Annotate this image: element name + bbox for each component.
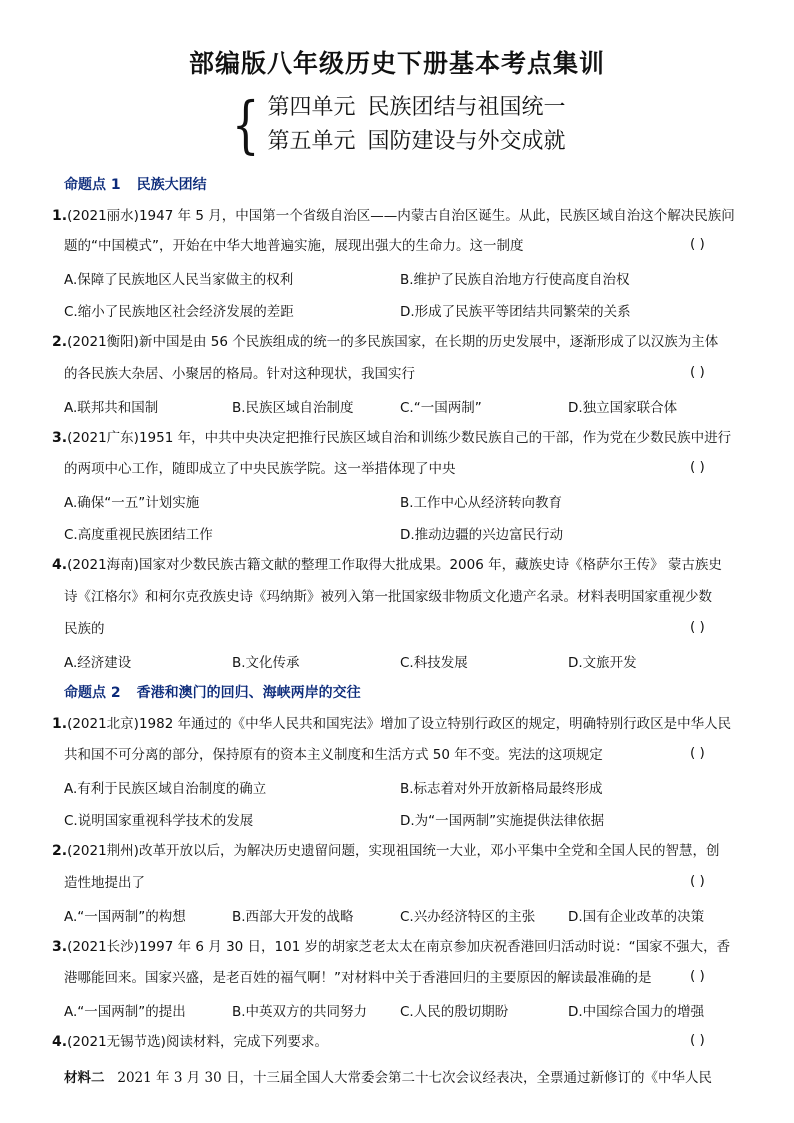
answer-blank[interactable]: ( ) — [690, 459, 705, 475]
option-a[interactable]: A.“一国两制”的构想 — [64, 909, 186, 925]
option-a[interactable]: A.保障了民族地区人民当家做主的权利 — [64, 272, 294, 288]
unit-five-name: 第五单元 — [267, 129, 356, 154]
question-number: 2. — [52, 843, 68, 859]
section-heading-1 — [64, 174, 207, 194]
option-b[interactable]: B.西部大开发的战略 — [232, 909, 354, 925]
s1-q2-line-2: 的各民族大杂居、小聚居的格局。针对这种现状，我国实行 — [64, 366, 415, 382]
s2-q2-line-2: 造性地提出了 — [64, 875, 145, 891]
option-b[interactable]: B.民族区域自治制度 — [232, 400, 354, 416]
option-c[interactable]: C.缩小了民族地区社会经济发展的差距 — [64, 304, 294, 320]
unit-four-topic: 民族团结与祖国统一 — [367, 95, 566, 120]
answer-blank[interactable]: ( ) — [690, 873, 705, 889]
s1-q3-line-1 — [52, 428, 731, 448]
question-text: (2021荆州)改革开放以后，为解决历史遗留问题，实现祖国统一大业，邓小平集中全党和全国人民的智慧，创 — [67, 843, 720, 859]
option-d[interactable]: D.形成了民族平等团结共同繁荣的关系 — [400, 304, 631, 320]
answer-blank[interactable]: ( ) — [690, 1032, 705, 1048]
option-d[interactable]: D.国有企业改革的决策 — [568, 909, 705, 925]
option-a[interactable]: A.有利于民族区域自治制度的确立 — [64, 781, 267, 797]
option-d[interactable]: D.独立国家联合体 — [568, 400, 678, 416]
answer-blank[interactable]: ( ) — [690, 745, 705, 761]
s1-q2-line-1 — [52, 332, 718, 352]
section-heading-2 — [64, 682, 361, 702]
option-c[interactable]: C.高度重视民族团结工作 — [64, 527, 213, 543]
section-1-label: 命题点 1 — [64, 177, 121, 193]
option-c[interactable]: C.说明国家重视科学技术的发展 — [64, 813, 254, 829]
option-b[interactable]: B.维护了民族自治地方行使高度自治权 — [400, 272, 630, 288]
option-c[interactable]: C.科技发展 — [400, 655, 468, 671]
material-label: 材料二 — [64, 1070, 105, 1086]
option-d[interactable]: D.推动边疆的兴边富民行动 — [400, 527, 564, 543]
s2-q2-line-1 — [52, 841, 719, 861]
page-title: 部编版八年级历史下册基本考点集训 — [188, 49, 605, 78]
unit-five-line — [267, 125, 565, 159]
s1-q4-line-1 — [52, 555, 722, 575]
unit-four-line — [267, 91, 565, 125]
option-c[interactable]: C.兴办经济特区的主张 — [400, 909, 536, 925]
s1-q4-line-2: 诗《江格尔》和柯尔克孜族史诗《玛纳斯》被列入第一批国家级非物质文化遗产名录。材料表明国家重视少数 — [64, 589, 712, 605]
s1-q1-line-2: 题的“中国模式”，开始在中华大地普遍实施，展现出强大的生命力。这一制度 — [64, 238, 524, 254]
question-text: (2021长沙)1997 年 6 月 30 日，101 岁的胡家芝老太太在南京参加庆祝香港回归活动时说：“国家不强大，香 — [67, 939, 731, 955]
option-d[interactable]: D.中国综合国力的增强 — [568, 1004, 705, 1020]
answer-blank[interactable]: ( ) — [690, 968, 705, 984]
option-b[interactable]: B.标志着对外开放新格局最终形成 — [400, 781, 603, 797]
s1-q3-line-2: 的两项中心工作，随即成立了中央民族学院。这一举措体现了中央 — [64, 461, 456, 477]
question-text: (2021海南)国家对少数民族古籍文献的整理工作取得大批成果。2006 年，藏族史诗《格萨尔王传》 蒙古族史 — [67, 557, 722, 573]
question-text: (2021丽水)1947 年 5 月，中国第一个省级自治区——内蒙古自治区诞生。从此，民族区域自治这个解决民族问 — [67, 208, 735, 224]
material-text: 2021 年 3 月 30 日，十三届全国人大常委会第二十七次会议经表决，全票通过新修订的《中华人民 — [117, 1070, 712, 1086]
unit-four-name: 第四单元 — [267, 95, 356, 120]
question-number: 1. — [52, 716, 68, 732]
s2-q1-line-1 — [52, 714, 731, 734]
question-number: 1. — [52, 208, 68, 224]
section-2-label: 命题点 2 — [64, 685, 121, 701]
section-2-topic: 香港和澳门的回归、海峡两岸的交往 — [136, 685, 361, 701]
s2-q4-line-1 — [52, 1032, 328, 1052]
question-number: 4. — [52, 557, 68, 573]
option-c[interactable]: C.人民的殷切期盼 — [400, 1004, 509, 1020]
s2-q3-line-1 — [52, 937, 730, 957]
option-a[interactable]: A.“一国两制”的提出 — [64, 1004, 186, 1020]
unit-five-topic: 国防建设与外交成就 — [367, 129, 566, 154]
question-text: (2021广东)1951 年，中共中央决定把推行民族区域自治和训练少数民族自己的干部，作为党在少数民族中进行 — [67, 430, 732, 446]
option-c[interactable]: C.“一国两制” — [400, 400, 482, 416]
option-b[interactable]: B.文化传承 — [232, 655, 300, 671]
question-text: (2021无锡节选)阅读材料，完成下列要求。 — [67, 1034, 328, 1050]
s1-q4-line-3: 民族的 — [64, 621, 105, 637]
option-a[interactable]: A.联邦共和国制 — [64, 400, 159, 416]
s1-q1-line-1 — [52, 206, 735, 226]
option-a[interactable]: A.经济建设 — [64, 655, 132, 671]
brace-glyph: { — [231, 88, 260, 161]
s2-q3-line-2: 港哪能回来。国家兴盛，是老百姓的福气啊！”对材料中关于香港回归的主要原因的解读最准确的是 — [64, 970, 652, 986]
section-1-topic: 民族大团结 — [136, 177, 207, 193]
option-b[interactable]: B.中英双方的共同努力 — [232, 1004, 368, 1020]
answer-blank[interactable]: ( ) — [690, 236, 705, 252]
question-number: 4. — [52, 1034, 68, 1050]
question-text: (2021北京)1982 年通过的《中华人民共和国宪法》增加了设立特别行政区的规定，明确特别行政区是中华人民 — [67, 716, 732, 732]
answer-blank[interactable]: ( ) — [690, 619, 705, 635]
unit-heading — [226, 90, 565, 160]
option-a[interactable]: A.确保“一五”计划实施 — [64, 495, 200, 511]
option-d[interactable]: D.为“一国两制”实施提供法律依据 — [400, 813, 605, 829]
question-number: 3. — [52, 939, 68, 955]
question-number: 3. — [52, 430, 68, 446]
s2-q1-line-2: 共和国不可分离的部分，保持原有的资本主义制度和生活方式 50 年不变。宪法的这项规定 — [64, 747, 603, 763]
answer-blank[interactable]: ( ) — [690, 364, 705, 380]
question-number: 2. — [52, 334, 68, 350]
material-passage — [64, 1066, 712, 1086]
option-d[interactable]: D.文旅开发 — [568, 655, 637, 671]
option-b[interactable]: B.工作中心从经济转向教育 — [400, 495, 563, 511]
question-text: (2021衡阳)新中国是由 56 个民族组成的统一的多民族国家，在长期的历史发展中，逐渐形成了以汉族为主体 — [67, 334, 719, 350]
